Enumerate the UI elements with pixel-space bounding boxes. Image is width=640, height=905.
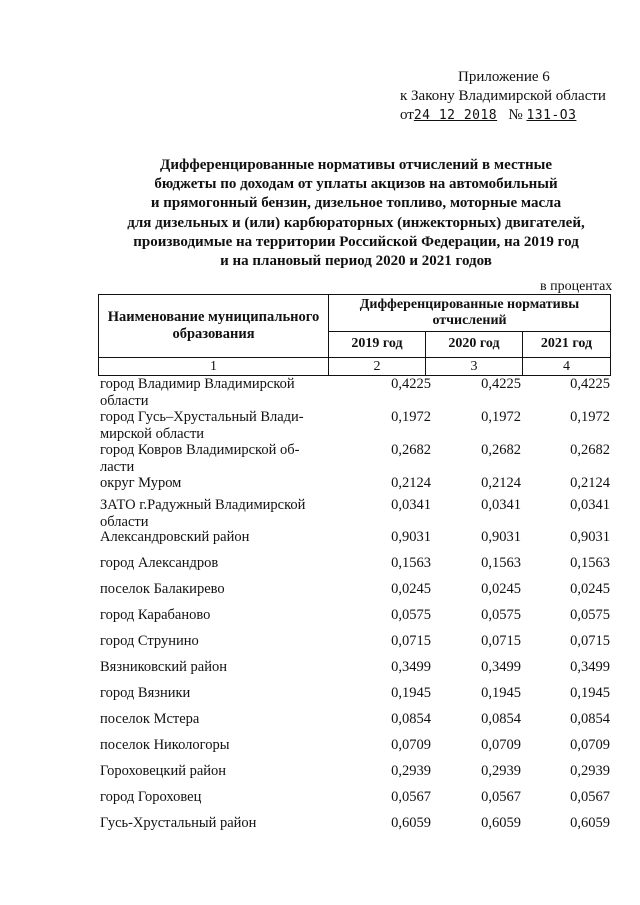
table-row [100, 580, 612, 606]
value-2021: 0,2124 [570, 475, 610, 491]
value-2021: 0,2682 [570, 442, 610, 458]
title-line: и на плановый период 2020 и 2021 годов [220, 253, 492, 270]
column-number: 1 [99, 358, 329, 376]
column-header-year: 2021 год [523, 331, 611, 357]
value-2019: 0,0709 [391, 737, 431, 753]
value-2019: 0,0341 [391, 497, 431, 513]
column-header-group: Дифференцированные нормативы отчислений [329, 295, 611, 332]
value-2020: 0,2682 [481, 442, 521, 458]
row-name: Вязниковский район [100, 659, 227, 675]
row-name: Александровский район [100, 529, 250, 545]
value-2021: 0,1945 [570, 685, 610, 701]
row-name: город Вязники [100, 685, 191, 701]
date-prefix: от [400, 107, 414, 123]
units-label: в процентах [540, 279, 613, 294]
value-2021: 0,0567 [570, 789, 610, 805]
table-row [100, 710, 612, 736]
value-2021: 0,9031 [570, 529, 610, 545]
row-name: округ Муром [100, 475, 182, 491]
column-header-year: 2019 год [329, 331, 426, 357]
column-header-name: Наименование муниципального образования [99, 295, 329, 358]
table-row [100, 554, 612, 580]
value-2021: 0,0715 [570, 633, 610, 649]
title-line: и прямогонный бензин, дизельное топливо, моторные масла [150, 195, 562, 212]
table-row [100, 814, 612, 840]
column-number: 3 [426, 358, 523, 376]
table-row [100, 606, 612, 632]
value-2020: 0,0567 [481, 789, 521, 805]
value-2020: 0,0709 [481, 737, 521, 753]
table-row [100, 736, 612, 762]
value-2019: 0,0575 [391, 607, 431, 623]
table-row [100, 441, 612, 474]
column-number: 2 [329, 358, 426, 376]
value-2020: 0,4225 [481, 376, 521, 392]
value-2019: 0,3499 [391, 659, 431, 675]
table-body [100, 375, 612, 840]
law-number: 131-ОЗ [526, 108, 577, 123]
value-2019: 0,1972 [391, 409, 431, 425]
value-2019: 0,4225 [391, 376, 431, 392]
value-2020: 0,2124 [481, 475, 521, 491]
value-2019: 0,1563 [391, 555, 431, 571]
title-line: Дифференцированные нормативы отчислений в местные [160, 157, 552, 173]
table-row [100, 788, 612, 814]
appendix-header [400, 68, 620, 125]
value-2019: 0,2124 [391, 475, 431, 491]
column-number: 4 [523, 358, 611, 376]
value-2019: 0,9031 [391, 529, 431, 545]
value-2019: 0,0245 [391, 581, 431, 597]
appendix-label: Приложение 6 [458, 69, 550, 85]
value-2019: 0,1945 [391, 685, 431, 701]
table-row [100, 632, 612, 658]
law-reference: к Закону Владимирской области [400, 88, 606, 104]
row-name: город Владимир Владимирской области [100, 376, 295, 409]
table-row [100, 375, 612, 408]
value-2020: 0,1563 [481, 555, 521, 571]
row-name: город Струнино [100, 633, 199, 649]
title-line: для дизельных и (или) карбюраторных (инжекторных) двигателей, [127, 214, 585, 231]
value-2020: 0,9031 [481, 529, 521, 545]
value-2021: 0,6059 [570, 815, 610, 831]
value-2019: 0,0854 [391, 711, 431, 727]
title-line: бюджеты по доходам от уплаты акцизов на автомобильный [154, 176, 558, 193]
value-2019: 0,0715 [391, 633, 431, 649]
table-row [100, 528, 612, 554]
law-date: 24 12 2018 [413, 108, 498, 123]
table-row [100, 684, 612, 710]
value-2020: 0,1972 [481, 409, 521, 425]
table-row [100, 408, 612, 441]
table-row [100, 658, 612, 684]
table-row [100, 474, 612, 496]
row-name: поселок Никологоры [100, 737, 230, 753]
row-name: город Ковров Владимирской об- ласти [100, 442, 300, 475]
row-name: город Гороховец [100, 789, 202, 805]
document-title [100, 156, 612, 271]
value-2021: 0,0854 [570, 711, 610, 727]
value-2020: 0,6059 [481, 815, 521, 831]
row-name: ЗАТО г.Радужный Владимирской области [100, 497, 306, 530]
column-header-year: 2020 год [426, 331, 523, 357]
value-2019: 0,0567 [391, 789, 431, 805]
table-row [100, 762, 612, 788]
value-2019: 0,2682 [391, 442, 431, 458]
row-name: город Александров [100, 555, 219, 571]
value-2021: 0,0709 [570, 737, 610, 753]
value-2021: 0,0245 [570, 581, 610, 597]
row-name: город Гусь–Хрустальный Влади- мирской области [100, 409, 304, 442]
table-header [98, 294, 611, 376]
number-prefix: № [508, 107, 523, 123]
value-2019: 0,6059 [391, 815, 431, 831]
row-name: поселок Мстера [100, 711, 200, 727]
value-2020: 0,1945 [481, 685, 521, 701]
row-name: Гусь-Хрустальный район [100, 815, 257, 831]
value-2021: 0,1972 [570, 409, 610, 425]
value-2020: 0,0575 [481, 607, 521, 623]
value-2020: 0,0245 [481, 581, 521, 597]
value-2020: 0,0854 [481, 711, 521, 727]
value-2021: 0,4225 [570, 376, 610, 392]
value-2021: 0,0575 [570, 607, 610, 623]
title-line: производимые на территории Российской Федерации, на 2019 год [133, 233, 579, 250]
value-2021: 0,3499 [570, 659, 610, 675]
row-name: город Карабаново [100, 607, 211, 623]
law-date-number [400, 106, 620, 125]
value-2021: 0,0341 [570, 497, 610, 513]
table-row [100, 496, 612, 528]
row-name: Гороховецкий район [100, 763, 227, 779]
value-2020: 0,2939 [481, 763, 521, 779]
value-2019: 0,2939 [391, 763, 431, 779]
value-2020: 0,0715 [481, 633, 521, 649]
value-2020: 0,0341 [481, 497, 521, 513]
value-2021: 0,2939 [570, 763, 610, 779]
value-2020: 0,3499 [481, 659, 521, 675]
value-2021: 0,1563 [570, 555, 610, 571]
row-name: поселок Балакирево [100, 581, 225, 597]
